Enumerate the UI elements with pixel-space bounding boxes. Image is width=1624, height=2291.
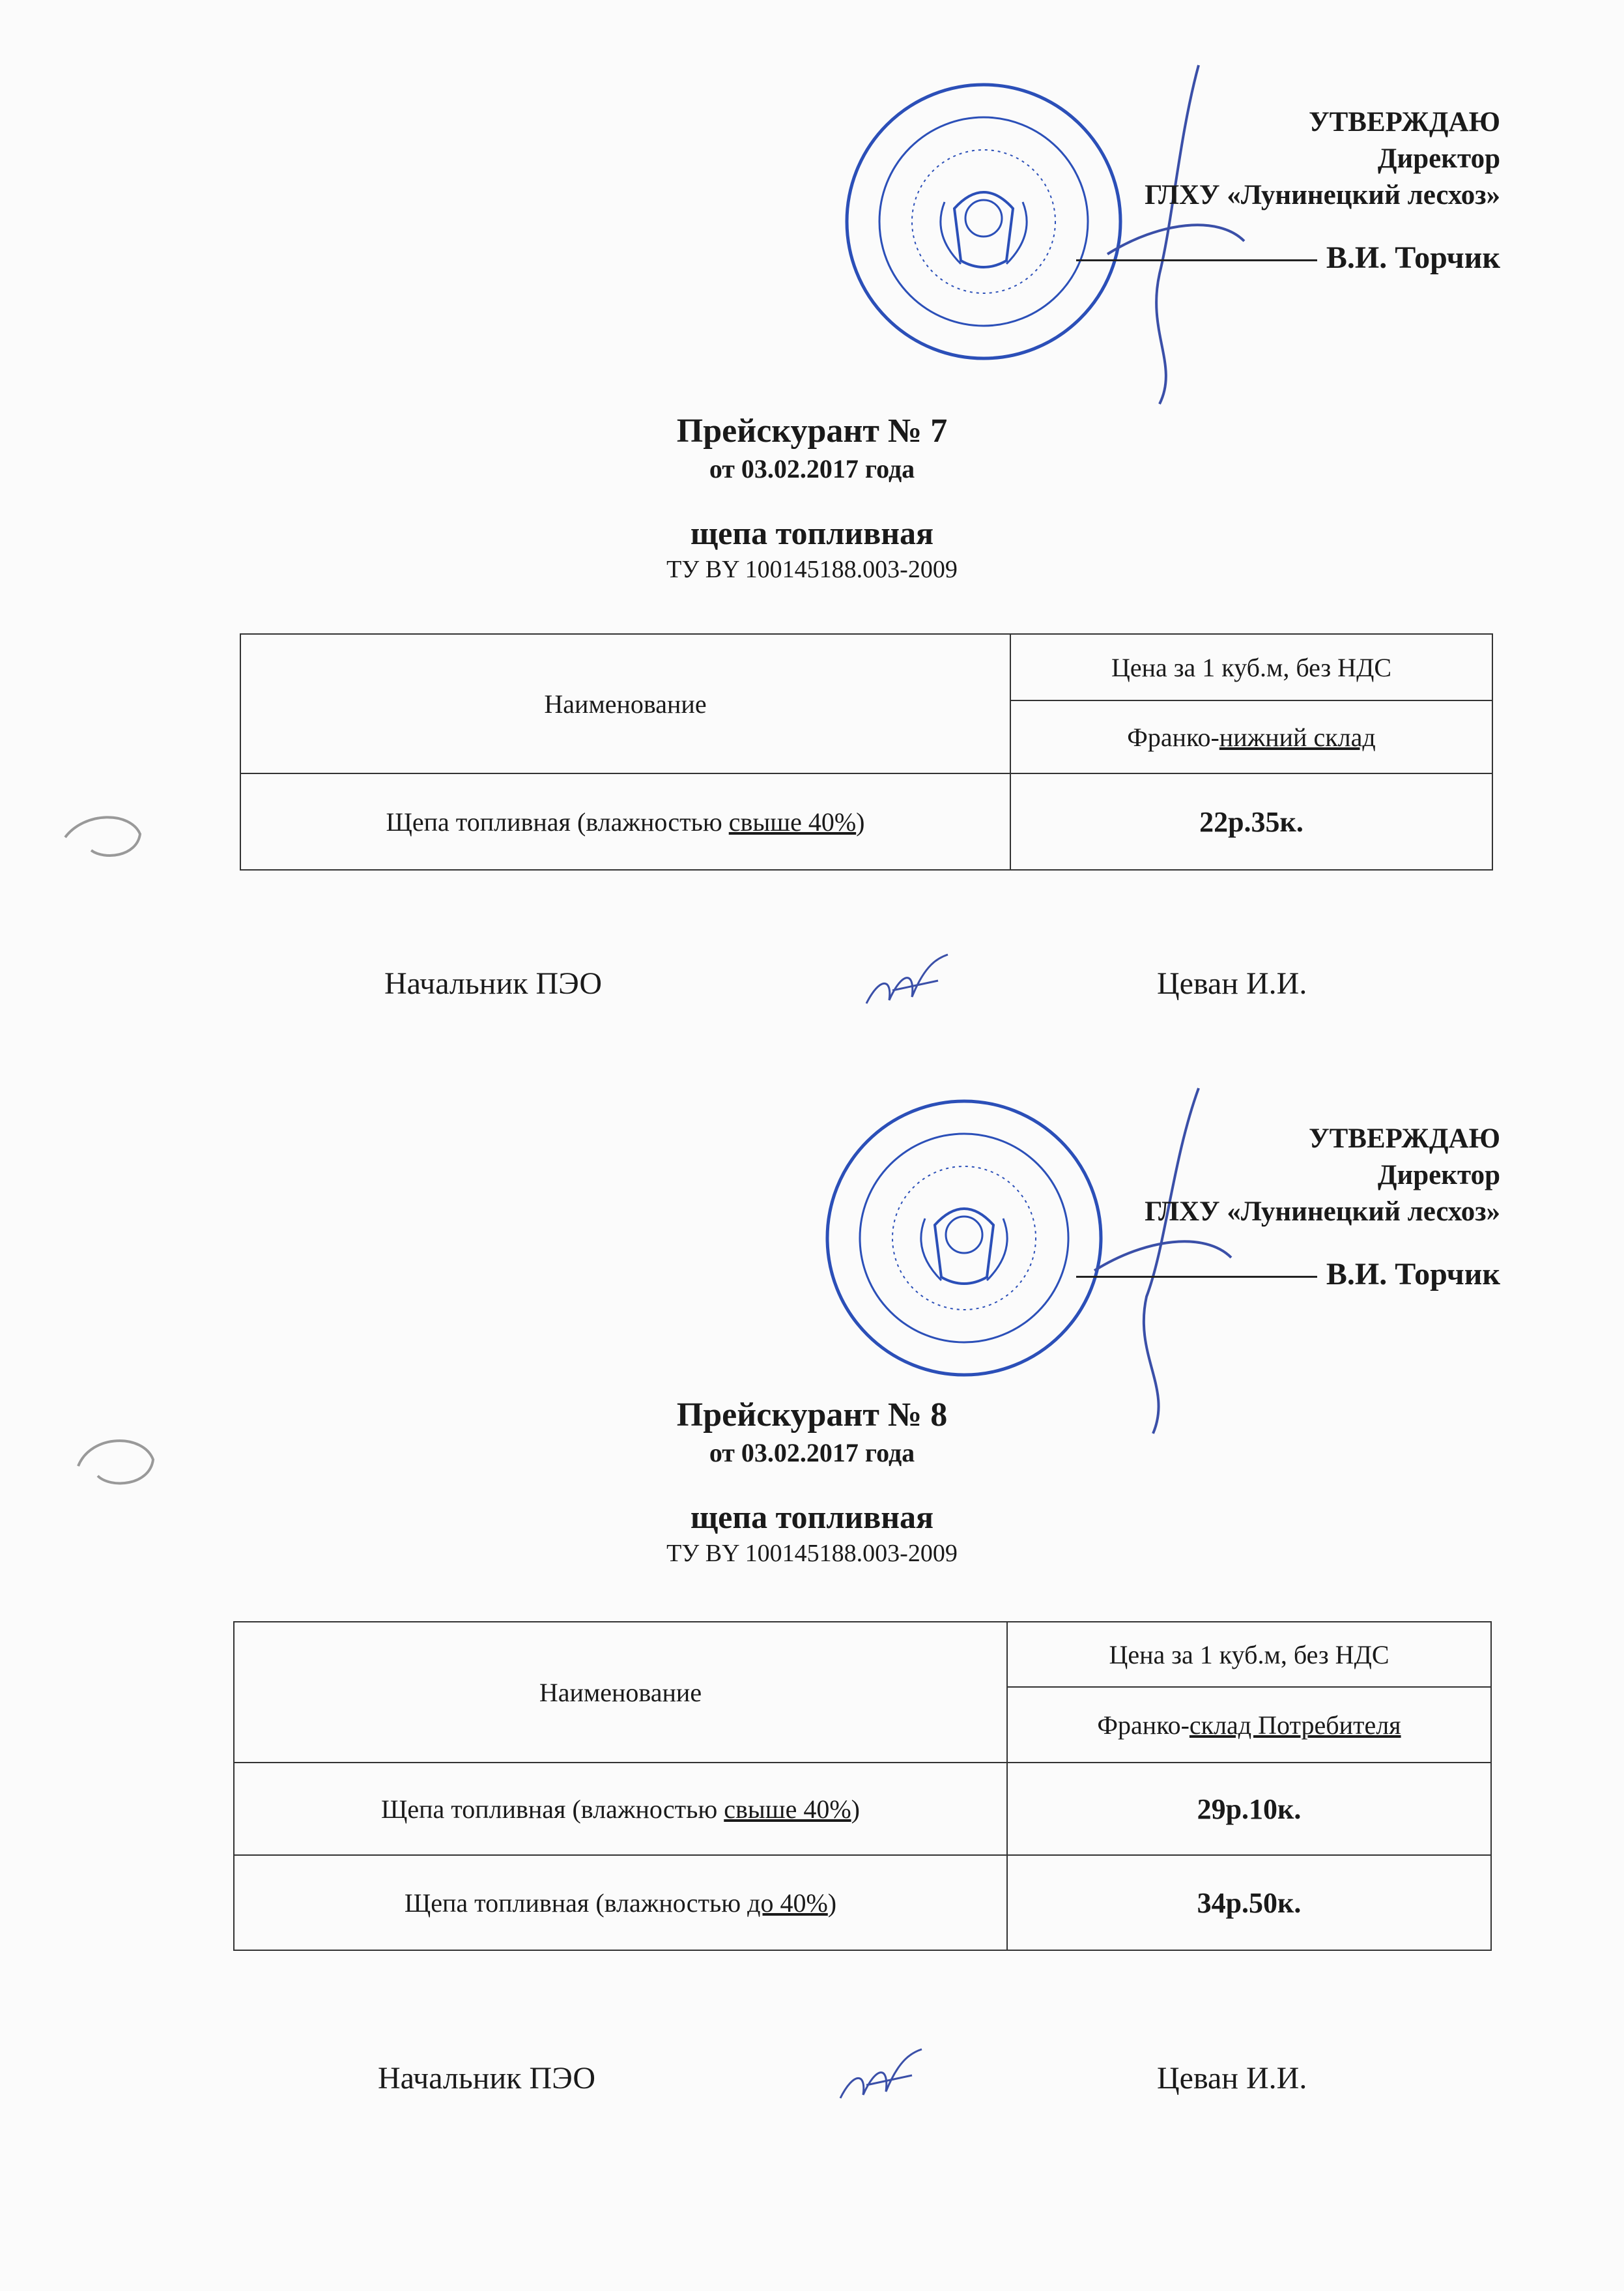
header-price: Цена за 1 куб.м, без НДС xyxy=(1010,634,1492,700)
approval-position: Директор xyxy=(1377,1160,1500,1190)
table-row xyxy=(234,1855,1491,1950)
technical-spec: ТУ BY 100145188.003-2009 xyxy=(666,556,958,583)
director-name: В.И. Торчик xyxy=(1326,240,1500,275)
approval-block xyxy=(1076,104,1500,278)
approval-block xyxy=(1076,1121,1500,1294)
footer-name: Цеван И.И. xyxy=(1157,966,1307,1001)
technical-spec: ТУ BY 100145188.003-2009 xyxy=(666,1540,958,1567)
official-stamp xyxy=(821,1095,1107,1381)
punch-hole-mark xyxy=(65,1427,163,1492)
price-list-date: от 03.02.2017 года xyxy=(709,1438,915,1467)
header-name: Наименование xyxy=(240,634,1010,773)
title-block xyxy=(0,1394,1624,1569)
row-name: Щепа топливная (влажностью свыше 40%) xyxy=(234,1763,1007,1855)
price-list-title: Прейскурант № 7 xyxy=(676,412,948,450)
product-name: щепа топливная xyxy=(690,1499,934,1535)
chief-signature xyxy=(853,951,958,1023)
signature-line xyxy=(1076,259,1317,261)
price-table xyxy=(240,633,1493,871)
header-delivery: Франко-склад Потребителя xyxy=(1007,1687,1491,1763)
footer-position: Начальник ПЭО xyxy=(384,966,603,1001)
chief-signature xyxy=(827,2046,932,2118)
product-name: щепа топливная xyxy=(690,515,934,551)
table-row xyxy=(240,773,1492,870)
header-delivery: Франко-нижний склад xyxy=(1010,700,1492,773)
price-list-title: Прейскурант № 8 xyxy=(676,1396,948,1434)
row-name: Щепа топливная (влажностью до 40%) xyxy=(234,1855,1007,1950)
approval-organization: ГЛХУ «Лунинецкий лесхоз» xyxy=(1145,180,1500,210)
row-price: 29р.10к. xyxy=(1007,1763,1491,1855)
row-name: Щепа топливная (влажностью свыше 40%) xyxy=(240,773,1010,870)
table-row xyxy=(234,1763,1491,1855)
punch-hole-mark xyxy=(52,805,150,863)
approval-position: Директор xyxy=(1377,143,1500,174)
signature-line xyxy=(1076,1276,1317,1278)
title-block xyxy=(0,411,1624,585)
footer-position: Начальник ПЭО xyxy=(378,2061,596,2096)
approval-organization: ГЛХУ «Лунинецкий лесхоз» xyxy=(1145,1196,1500,1227)
approval-heading: УТВЕРЖДАЮ xyxy=(1309,107,1500,137)
price-list-date: от 03.02.2017 года xyxy=(709,454,915,483)
director-name: В.И. Торчик xyxy=(1326,1257,1500,1291)
approval-heading: УТВЕРЖДАЮ xyxy=(1309,1123,1500,1154)
header-name: Наименование xyxy=(234,1622,1007,1763)
footer-name: Цеван И.И. xyxy=(1157,2061,1307,2096)
price-table xyxy=(233,1621,1492,1951)
row-price: 34р.50к. xyxy=(1007,1855,1491,1950)
header-price: Цена за 1 куб.м, без НДС xyxy=(1007,1622,1491,1687)
row-price: 22р.35к. xyxy=(1010,773,1492,870)
